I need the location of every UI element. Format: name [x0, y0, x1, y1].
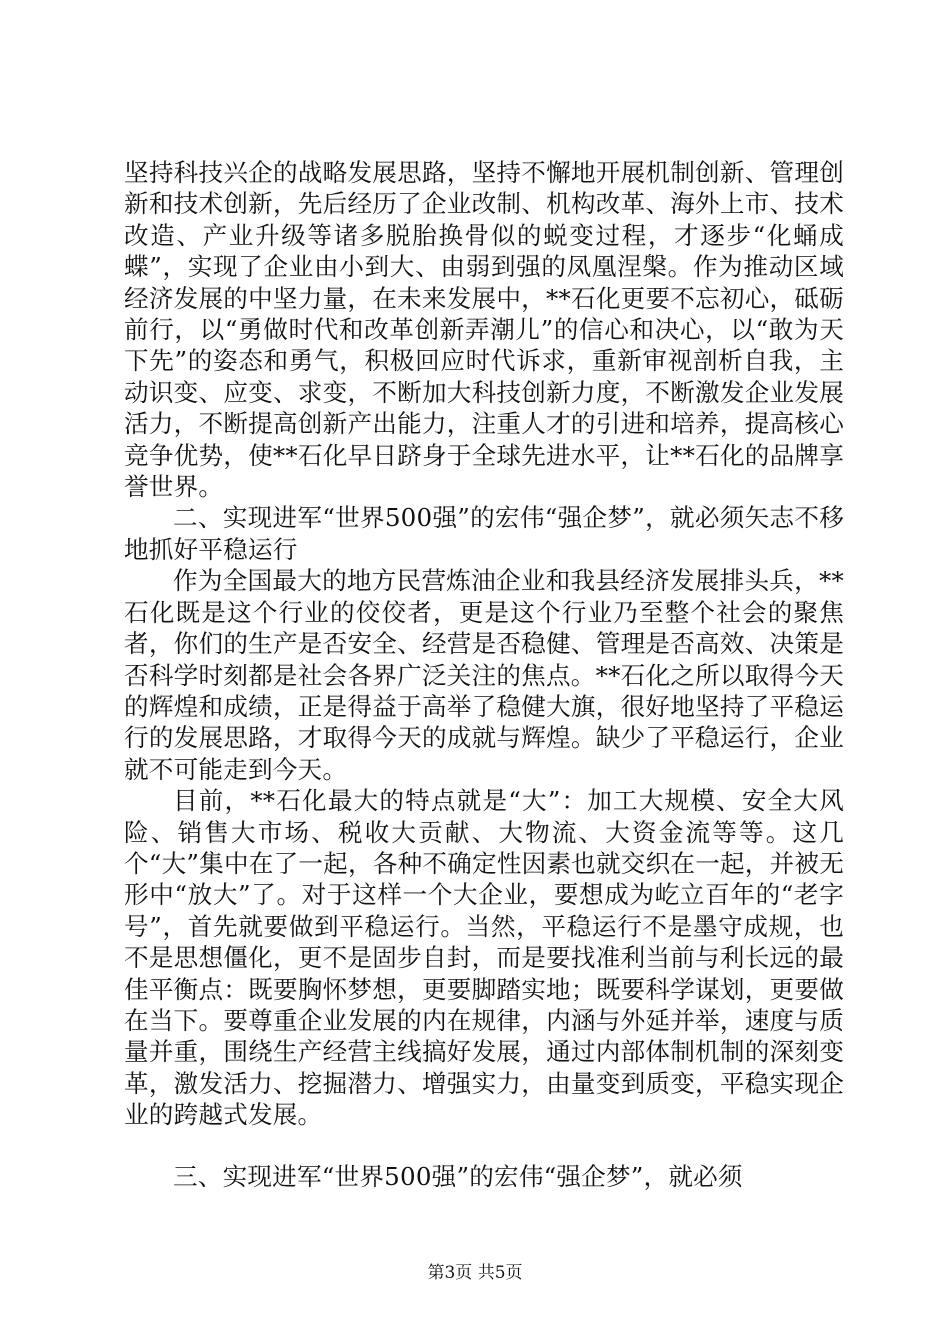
section-heading-two: 二、实现进军“世界500强”的宏伟“强企梦”，就必须矢志不移地抓好平稳运行	[124, 503, 844, 564]
document-body	[124, 157, 844, 1192]
page-number: 第3页 共5页	[427, 1263, 523, 1283]
paragraph-gap	[124, 1131, 844, 1161]
section-heading-three: 三、实现进军“世界500强”的宏伟“强企梦”，就必须	[173, 1161, 743, 1191]
paragraph: 目前，**石化最大的特点就是“大”：加工大规模、安全大风险、销售大市场、税收大贡献、大物流、大资金流等等。这几个“大”集中在了一起，各种不确定性因素也就交织在一起，并被无形中“放大”了。对于这样一个大企业，要想成为屹立百年的“老字号”，首先就要做到平稳运行。当然，平稳运行不是墨守成规，也不是思想僵化，更不是固步自封，而是要找准利当前与利长远的最佳平衡点：既要胸怀梦想，更要脚踏实地；既要科学谋划，更要做在当下。要尊重企业发展的内在规律，内涵与外延并举，速度与质量并重，围绕生产经营主线搞好发展，通过内部体制机制的深刻变革，激发活力、挖掘潜力、增强实力，由量变到质变，平稳实现企业的跨越式发展。	[124, 786, 844, 1130]
paragraph-continued: 坚持科技兴企的战略发展思路，坚持不懈地开展机制创新、管理创新和技术创新，先后经历了企业改制、机构改革、海外上市、技术改造、产业升级等诸多脱胎换骨似的蜕变过程，才逐步“化蛹成蝶”，实现了企业由小到大、由弱到强的凤凰涅槃。作为推动区域经济发展的中坚力量，在未来发展中，**石化更要不忘初心，砥砺前行，以“勇做时代和改革创新弄潮儿”的信心和决心，以“敢为天下先”的姿态和勇气，积极回应时代诉求，重新审视剖析自我，主动识变、应变、求变，不断加大科技创新力度，不断激发企业发展活力，不断提高创新产出能力，注重人才的引进和培养，提高核心竞争优势，使**石化早日跻身于全球先进水平，让**石化的品牌享誉世界。	[124, 158, 844, 502]
paragraph: 作为全国最大的地方民营炼油企业和我县经济发展排头兵，**石化既是这个行业的佼佼者，更是这个行业乃至整个社会的聚焦者，你们的生产是否安全、经营是否稳健、管理是否高效、决策是否科学时刻都是社会各界广泛关注的焦点。**石化之所以取得今天的辉煌和成绩，正是得益于高举了稳健大旗，很好地坚持了平稳运行的发展思路，才取得今天的成就与辉煌。缺少了平稳运行，企业就不可能走到今天。	[124, 566, 844, 784]
